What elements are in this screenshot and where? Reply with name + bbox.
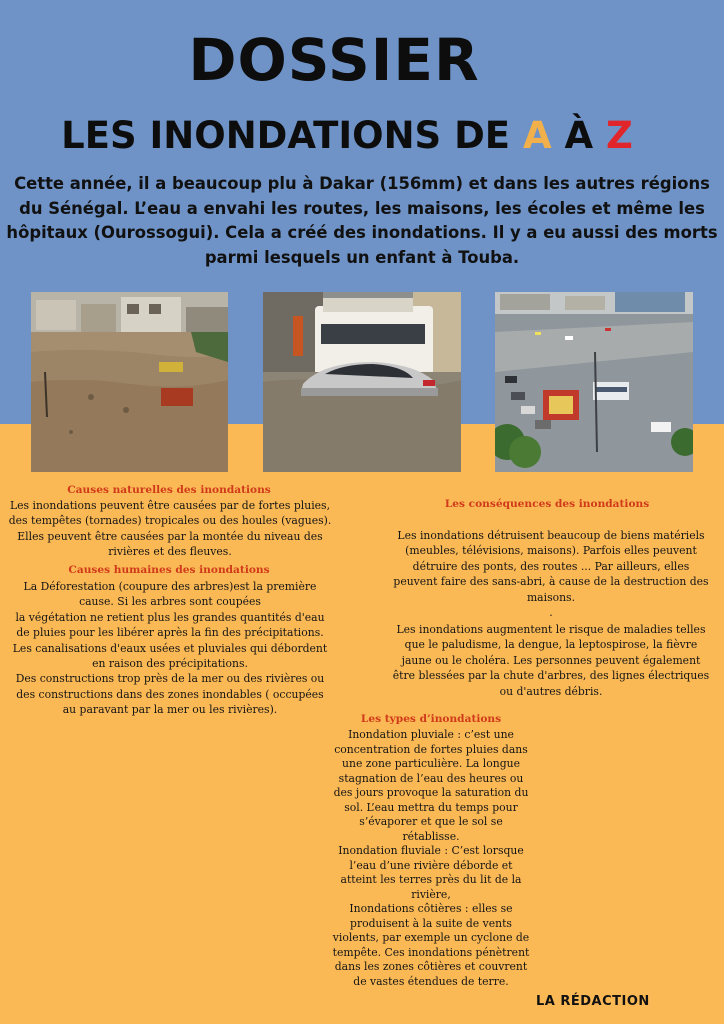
subtitle-main: LES INONDATIONS DE <box>61 114 511 157</box>
signature: LA RÉDACTION <box>536 994 650 1009</box>
types-heading: Les types d’inondations <box>360 713 502 725</box>
consequences-heading: Les conséquences des inondations <box>444 498 650 510</box>
flooded-neighborhood-photo <box>31 292 228 472</box>
page-subtitle <box>0 114 709 157</box>
intro-paragraph: Cette année, il a beaucoup plu à Dakar (156mm) et dans les autres régions du Sénégal. L’eau a envahi les routes, les maisons, les écoles et même les hôpitaux (Ourossogui). Cela a créé des inondations. Il y a eu aussi des morts parmi lesquels un enfant à Touba. <box>6 174 718 267</box>
subtitle-letter-a-grave: À <box>564 114 594 157</box>
types-text: Inondation pluviale : c’est une concentration de fortes pluies dans une zone particulière. La longue stagnation de l’eau des heures ou des jours provoque la saturation du sol. L’eau mettra du temps pour s’évaporer et que le sol se rétablisse. Inondation fluviale : C’est lorsque l’eau d’une rivière déborde et atteint les terres près du lit de la rivière, Inondations côtières : elles se produisent à la suite de vents violents, par exemple un cyclone de tempête. Ces inondations pénètrent dans les zones côtières et couvrent de vastes étendues de terre. <box>332 728 530 988</box>
subtitle-letter-z: Z <box>606 114 633 157</box>
causes-naturelles-text: Les inondations peuvent être causées par de fortes pluies, des tempêtes (tornades) tropicales ou des houles (vagues). Elles peuvent être causées par la montée du niveau des rivières et des fleuves. <box>8 499 332 559</box>
subtitle-letter-a: A <box>522 114 552 157</box>
causes-naturelles-heading: Causes naturelles des inondations <box>67 484 271 496</box>
consequences-text-1: Les inondations détruisent beaucoup de biens matériels (meubles, télévisions, maisons). Parfois elles peuvent détruire des ponts, des routes ... Par ailleurs, elles peuvent faire des sans-abri, à cause de la destruction des maisons. . <box>393 529 709 620</box>
causes-humaines-heading: Causes humaines des inondations <box>68 564 270 576</box>
causes-humaines-text: La Déforestation (coupure des arbres)est la première cause. Si les arbres sont coupées la végétation ne retient plus les grandes quantités d'eau de pluies pour les libérer après la fin des précipitations. Les canalisations d'eaux usées et pluviales qui débordent en raison des précipitations. Des constructions trop près de la mer ou des rivières ou des constructions dans des zones inondables ( occupées au paravant par la mer ou les rivières). <box>12 580 328 717</box>
consequences-text-2: Les inondations augmentent le risque de maladies telles que le paludisme, la dengue, la leptospirose, la fièvre jaune ou le choléra. Les personnes peuvent également être blessées par la chute d'arbres, des lignes électriques ou d'autres débris. <box>392 623 710 698</box>
dossier-title: DOSSIER <box>188 26 480 94</box>
flooded-avenue-photo <box>495 292 693 472</box>
flooded-cars-street-photo <box>263 292 461 472</box>
